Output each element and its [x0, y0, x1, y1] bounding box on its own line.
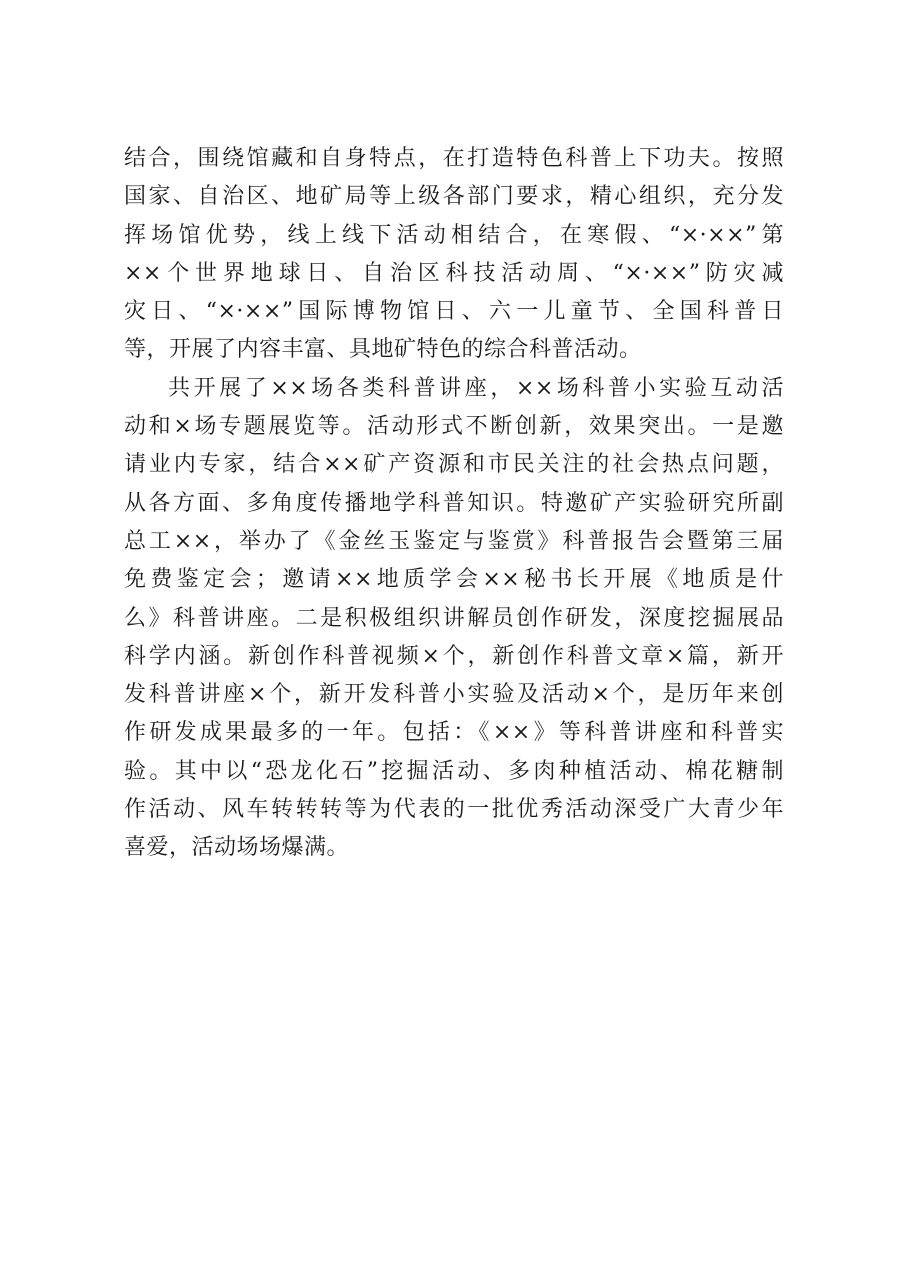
text-line: 国家、自治区、地矿局等上级各部门要求，精心组织，充分发	[124, 184, 784, 210]
text-line: 免费鉴定会；邀请××地质学会××秘书长开展《地质是什	[124, 567, 784, 593]
text-line: 结合，围绕馆藏和自身特点，在打造特色科普上下功夫。按照	[124, 146, 784, 171]
text-line: 总工××，举办了《金丝玉鉴定与鉴赏》科普报告会暨第三届	[124, 528, 784, 554]
text-line: 等，开展了内容丰富、具地矿特色的综合科普活动。	[124, 337, 642, 363]
text-line: 作研发成果最多的一年。包括：《××》等科普讲座和科普实	[124, 720, 784, 746]
text-line: 灾日、“×·××”国际博物馆日、六一儿童节、全国科普日	[124, 299, 784, 325]
text-line: 请业内专家，结合××矿产资源和市民关注的社会热点问题，	[124, 452, 784, 478]
text-line: 作活动、风车转转转等为代表的一批优秀活动深受广大青少年	[124, 797, 784, 823]
paragraph	[124, 370, 784, 868]
text-line: 动和×场专题展览等。活动形式不断创新，效果突出。一是邀	[124, 414, 784, 440]
text-line: 喜爱，活动场场爆满。	[124, 835, 350, 861]
paragraph	[124, 140, 784, 370]
text-line: 共开展了××场各类科普讲座，××场科普小实验互动活	[168, 375, 784, 401]
text-line: 么》科普讲座。二是积极组织讲解员创作研发，深度挖掘展品	[124, 605, 784, 631]
text-line: 科学内涵。新创作科普视频×个，新创作科普文章×篇，新开	[124, 643, 784, 669]
text-line: 从各方面、多角度传播地学科普知识。特邀矿产实验研究所副	[124, 490, 784, 516]
text-line: ××个世界地球日、自治区科技活动周、“×·××”防灾减	[124, 260, 784, 286]
text-line: 发科普讲座×个，新开发科普小实验及活动×个，是历年来创	[124, 682, 784, 708]
document-body	[124, 140, 784, 868]
text-line: 验。其中以“恐龙化石”挖掘活动、多肉种植活动、棉花糖制	[124, 758, 784, 784]
text-line: 挥场馆优势，线上线下活动相结合，在寒假、“×·××”第	[124, 222, 784, 248]
